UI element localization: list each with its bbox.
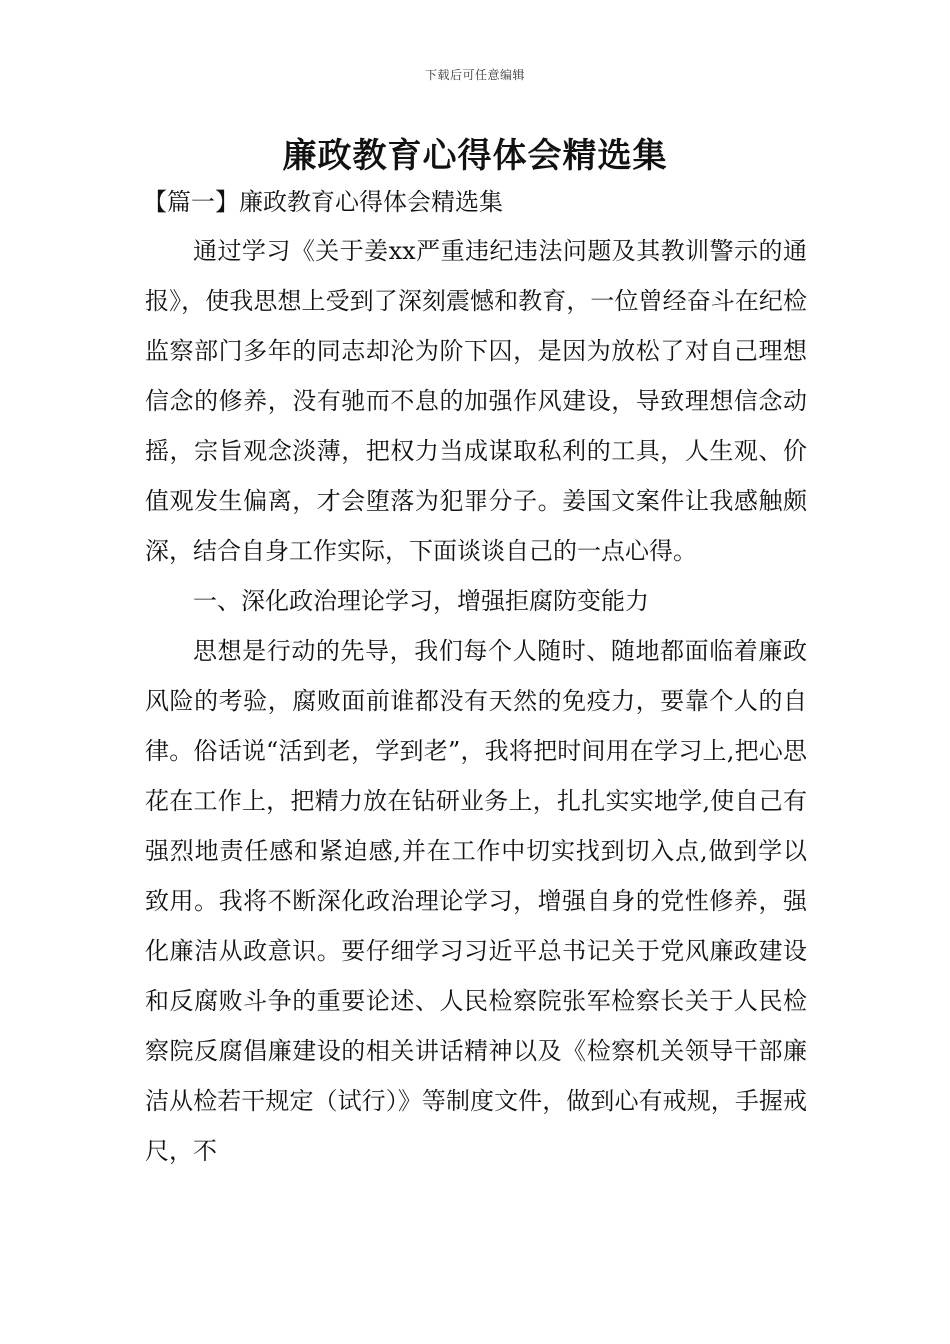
- document-title: 廉政教育心得体会精选集: [282, 136, 668, 176]
- paragraph-study: 思想是行动的先导，我们每个人随时、随地都面临着廉政风险的考验，腐败面前谁都没有天然的免疫力，要靠个人的自律。俗话说“活到老，学到老”，我将把时间用在学习上,把心思花在工作上，把精力放在钻研业务上，扎扎实实地学,使自己有强烈地责任感和紧迫感,并在工作中切实找到切入点,做到学以致用。我将不断深化政治理论学习，增强自身的党性修养，强化廉洁从政意识。要仔细学习习近平总书记关于党风廉政建设和反腐败斗争的重要论述、人民检察院张军检察长关于人民检察院反腐倡廉建设的相关讲话精神以及《检察机关领导干部廉洁从检若干规定（试行）》等制度文件，做到心有戒规，手握戒尺，不: [145, 637, 807, 1165]
- paragraph-subheading: 一、深化政治理论学习，增强拒腐防变能力: [193, 587, 649, 615]
- section-heading: 【篇一】廉政教育心得体会精选集: [143, 188, 503, 216]
- header-note: 下载后可任意编辑: [424, 68, 525, 82]
- paragraph-intro: 通过学习《关于姜xx严重违纪违法问题及其教训警示的通报》，使我思想上受到了深刻震憾和教育，一位曾经奋斗在纪检监察部门多年的同志却沦为阶下囚，是因为放松了对自己理想信念的修养，没有驰而不息的加强作风建设，导致理想信念动摇，宗旨观念淡薄，把权力当成谋取私利的工具，人生观、价值观发生偏离，才会堕落为犯罪分子。姜国文案件让我感触颇深，结合自身工作实际，下面谈谈自己的一点心得。: [145, 237, 807, 565]
- document-body: [145, 226, 807, 1176]
